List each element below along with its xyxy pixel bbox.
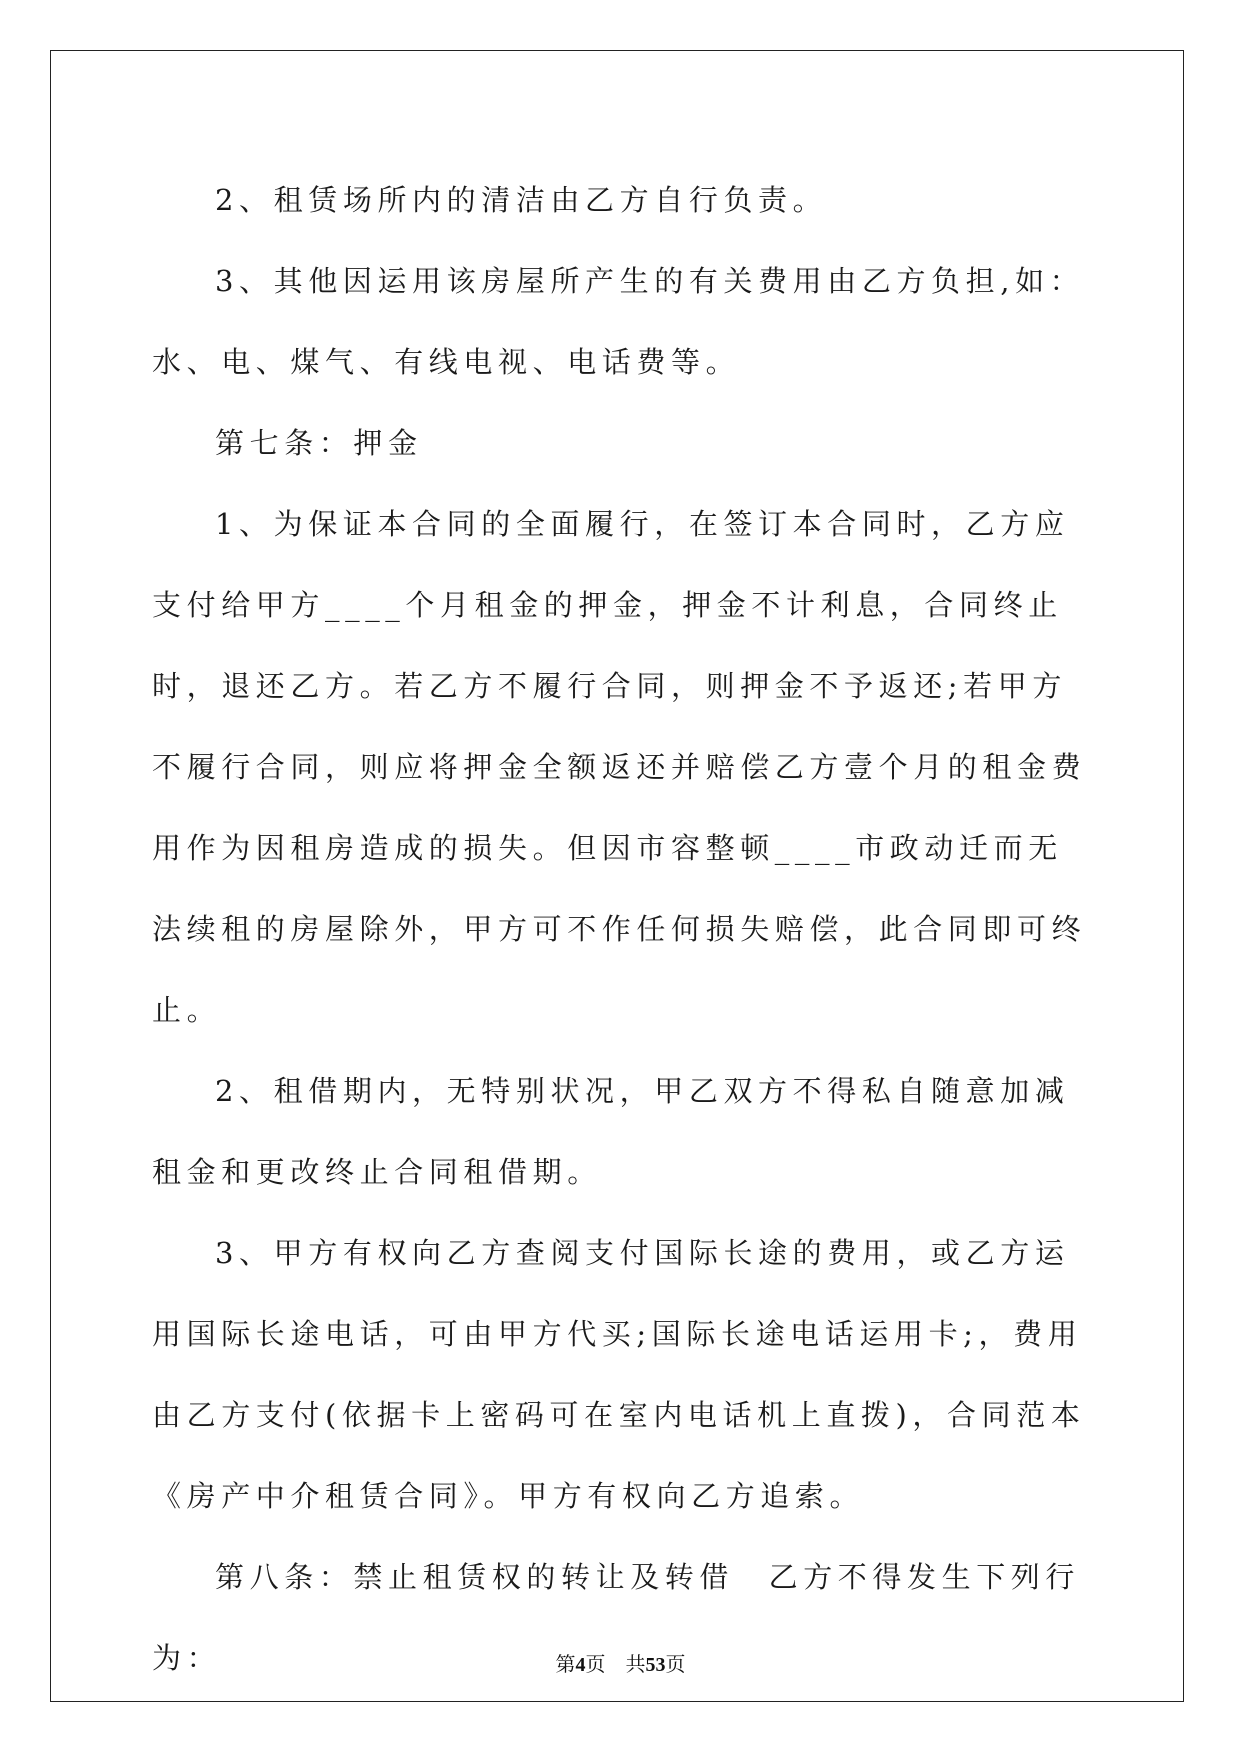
page-footer bbox=[0, 1653, 1241, 1677]
paragraph-long-distance: 3、甲方有权向乙方查阅支付国际长途的费用，或乙方运用国际长途电话，可由甲方代买;国际长途电话运用卡;，费用由乙方支付(依据卡上密码可在室内电话机上直拨)，合同范本《房产中介租赁合同》。甲方有权向乙方追索。 bbox=[152, 1236, 1086, 1513]
document-body bbox=[152, 160, 1090, 1699]
paragraph-rent-change: 2、租借期内，无特别状况，甲乙双方不得私自随意加减租金和更改终止合同租借期。 bbox=[152, 1074, 1070, 1189]
article-eight-heading: 第八条：禁止租赁权的转让及转借 乙方不得发生下列行为： bbox=[152, 1560, 1081, 1675]
page-prefix: 第 bbox=[555, 1654, 576, 1676]
paragraph-other-fees: 3、其他因运用该房屋所产生的有关费用由乙方负担,如：水、电、煤气、有线电视、电话费等。 bbox=[152, 264, 1085, 379]
paragraph-deposit: 1、为保证本合同的全面履行，在签订本合同时，乙方应支付给甲方____个月租金的押金，押金不计利息，合同终止时，退还乙方。若乙方不履行合同，则押金不予返还;若甲方不履行合同，则应将押金全额返还并赔偿乙方壹个月的租金费用作为因租房造成的损失。但因市容整顿____市政动迁而无法续租的房屋除外，甲方可不作任何损失赔偿，此合同即可终止。 bbox=[152, 507, 1087, 1027]
article-seven-heading: 第七条：押金 bbox=[215, 426, 423, 460]
paragraph-cleaning: 2、租赁场所内的清洁由乙方自行负责。 bbox=[215, 183, 828, 217]
page-number: 4 bbox=[575, 1654, 586, 1676]
total-suffix: 页 bbox=[665, 1654, 686, 1676]
page-suffix: 页 bbox=[585, 1654, 606, 1676]
total-pages: 53 bbox=[645, 1654, 666, 1676]
total-prefix: 共 bbox=[625, 1654, 646, 1676]
